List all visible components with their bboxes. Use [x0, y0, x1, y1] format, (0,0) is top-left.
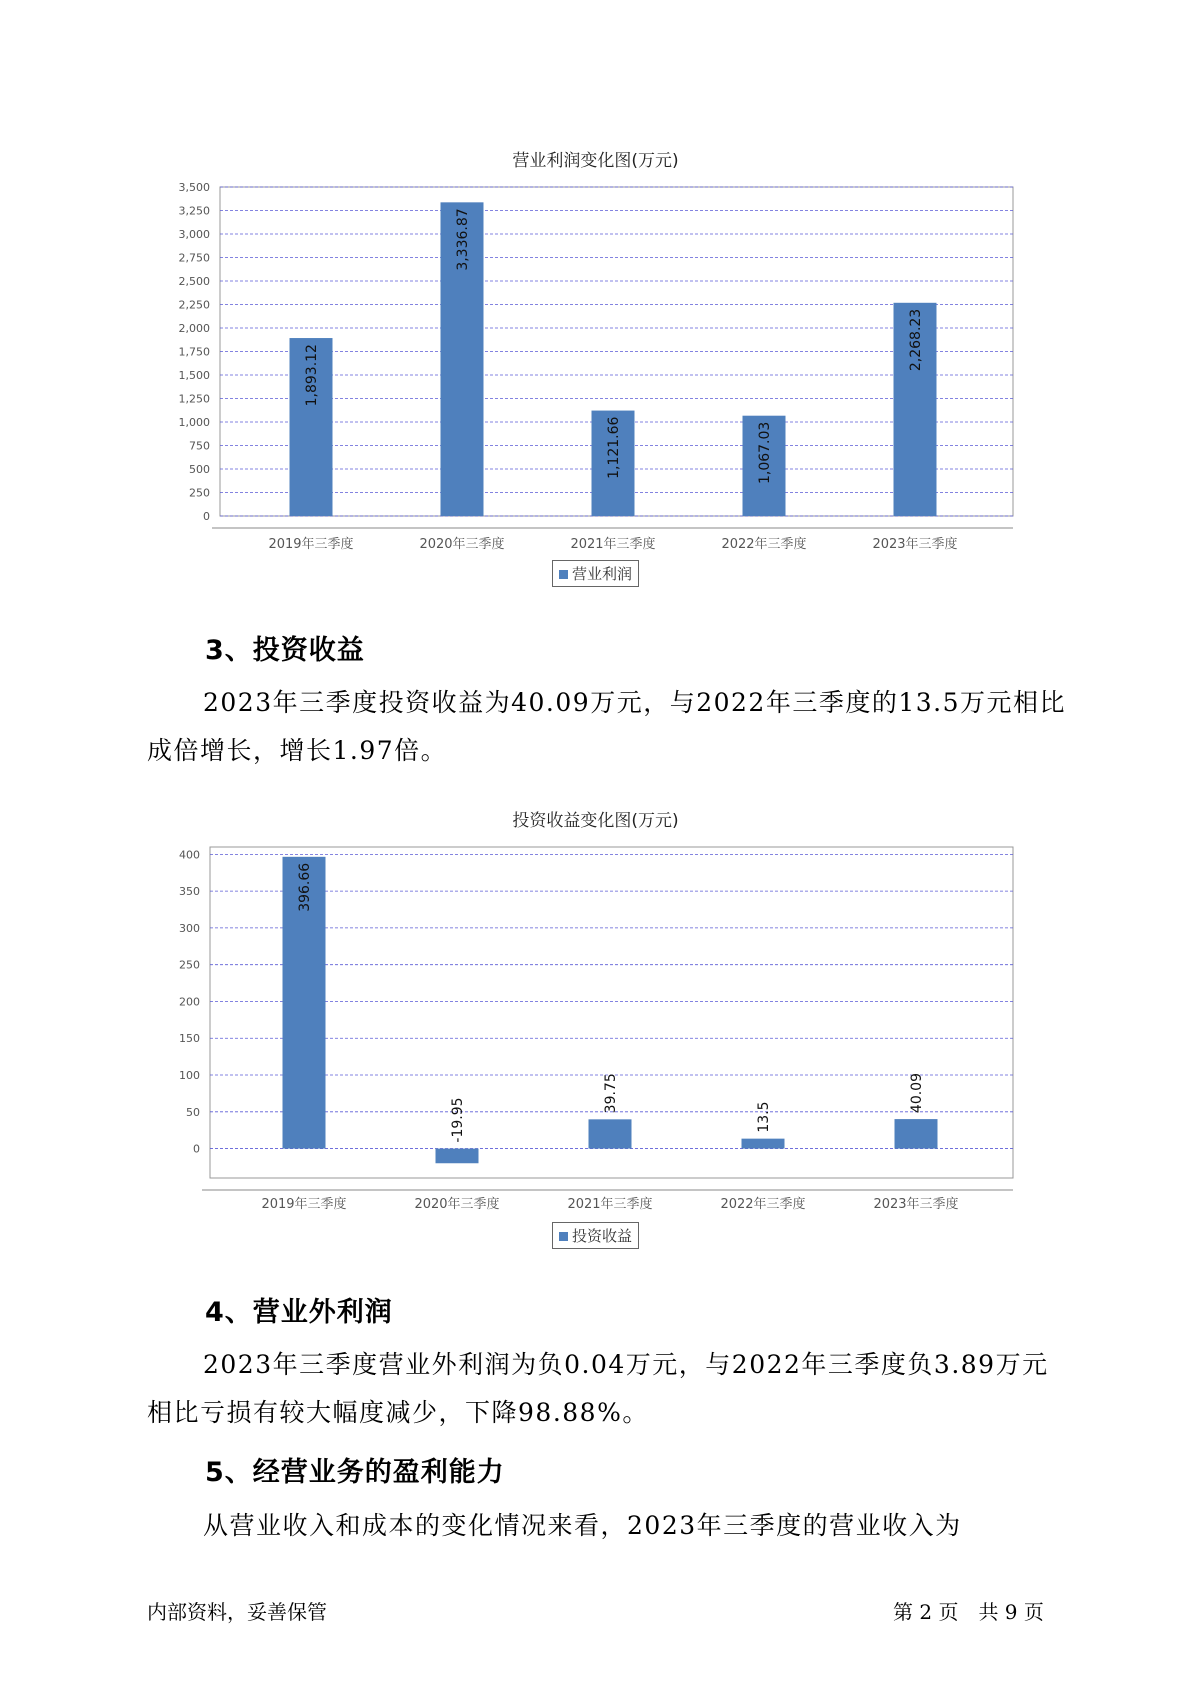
- y-tick-label: 3,250: [178, 204, 210, 218]
- bar: [436, 1149, 479, 1164]
- section-4-title: 4、营业外利润: [205, 1297, 393, 1328]
- bar-value-label: 1,893.12: [304, 344, 320, 407]
- y-tick-label: 250: [179, 958, 200, 972]
- bar-value-label: 1,121.66: [606, 416, 622, 479]
- bar-value-label: 3,336.87: [455, 208, 471, 271]
- x-tick-label: 2022年三季度: [721, 537, 807, 552]
- bar: [742, 1139, 785, 1149]
- y-tick-label: 1,750: [178, 345, 210, 359]
- y-tick-label: 2,250: [178, 298, 210, 312]
- chart2-title: 投资收益变化图(万元): [512, 811, 679, 831]
- bar-value-label: 39.75: [603, 1073, 619, 1114]
- y-tick-label: 100: [179, 1069, 200, 1083]
- section-3-line1: 2023年三季度投资收益为40.09万元，与2022年三季度的13.5万元相比: [203, 688, 1066, 717]
- operating-profit-chart: [0, 170, 1191, 590]
- legend-swatch: [559, 570, 568, 579]
- legend-label: 营业利润: [572, 565, 633, 583]
- x-tick-label: 2021年三季度: [570, 537, 656, 552]
- bar-value-label: 396.66: [297, 862, 313, 912]
- bar: [895, 1119, 938, 1148]
- section-3-line2: 成倍增长，增长1.97倍。: [147, 736, 448, 765]
- bar-value-label: 40.09: [909, 1072, 925, 1114]
- y-tick-label: 500: [189, 463, 210, 476]
- x-tick-label: 2021年三季度: [567, 1197, 653, 1212]
- x-tick-label: 2020年三季度: [414, 1197, 500, 1212]
- legend-swatch: [559, 1232, 568, 1241]
- y-tick-label: 2,500: [178, 275, 210, 288]
- section-4-line2: 相比亏损有较大幅度减少，下降98.88%。: [147, 1398, 649, 1427]
- x-tick-label: 2019年三季度: [261, 1197, 347, 1212]
- y-tick-label: 3,500: [178, 181, 210, 194]
- x-tick-label: 2022年三季度: [720, 1197, 806, 1212]
- section-5-line1: 从营业收入和成本的变化情况来看，2023年三季度的营业收入为: [203, 1511, 962, 1540]
- investment-income-chart: [0, 830, 1191, 1240]
- y-tick-label: 750: [189, 439, 210, 453]
- y-tick-label: 50: [186, 1105, 200, 1119]
- y-tick-label: 200: [179, 995, 200, 1009]
- y-tick-label: 2,000: [178, 322, 210, 335]
- y-tick-label: 3,000: [178, 228, 210, 241]
- y-tick-label: 1,000: [178, 416, 210, 429]
- section-5-title: 5、经营业务的盈利能力: [205, 1457, 505, 1488]
- x-tick-label: 2023年三季度: [872, 537, 958, 552]
- y-tick-label: 2,750: [178, 251, 210, 265]
- y-tick-label: 1,500: [178, 369, 210, 382]
- x-tick-label: 2023年三季度: [873, 1197, 959, 1212]
- chart2-legend: [552, 1222, 639, 1249]
- bar-value-label: 2,268.23: [908, 308, 924, 372]
- chart1-legend: [552, 560, 639, 587]
- y-tick-label: 350: [179, 885, 200, 899]
- y-tick-label: 250: [189, 486, 210, 500]
- y-tick-label: 1,250: [178, 392, 210, 406]
- bar-value-label: -19.95: [450, 1097, 466, 1143]
- y-tick-label: 0: [203, 510, 210, 523]
- bar-value-label: 13.5: [756, 1101, 772, 1133]
- y-tick-label: 150: [179, 1032, 200, 1046]
- y-tick-label: 300: [179, 921, 200, 935]
- bar: [589, 1119, 632, 1148]
- footer-right: 第 2 页 共 9 页: [893, 1600, 1044, 1624]
- x-tick-label: 2020年三季度: [419, 537, 505, 552]
- section-4-line1: 2023年三季度营业外利润为负0.04万元，与2022年三季度负3.89万元: [203, 1350, 1049, 1379]
- footer-left: 内部资料，妥善保管: [147, 1600, 327, 1624]
- legend-label: 投资收益: [572, 1227, 633, 1245]
- x-tick-label: 2019年三季度: [268, 537, 354, 552]
- y-tick-label: 400: [179, 848, 200, 862]
- y-tick-label: 0: [193, 1142, 200, 1156]
- section-3-title: 3、投资收益: [205, 635, 365, 666]
- bar-value-label: 1,067.03: [757, 421, 773, 485]
- chart1-title: 营业利润变化图(万元): [512, 151, 679, 171]
